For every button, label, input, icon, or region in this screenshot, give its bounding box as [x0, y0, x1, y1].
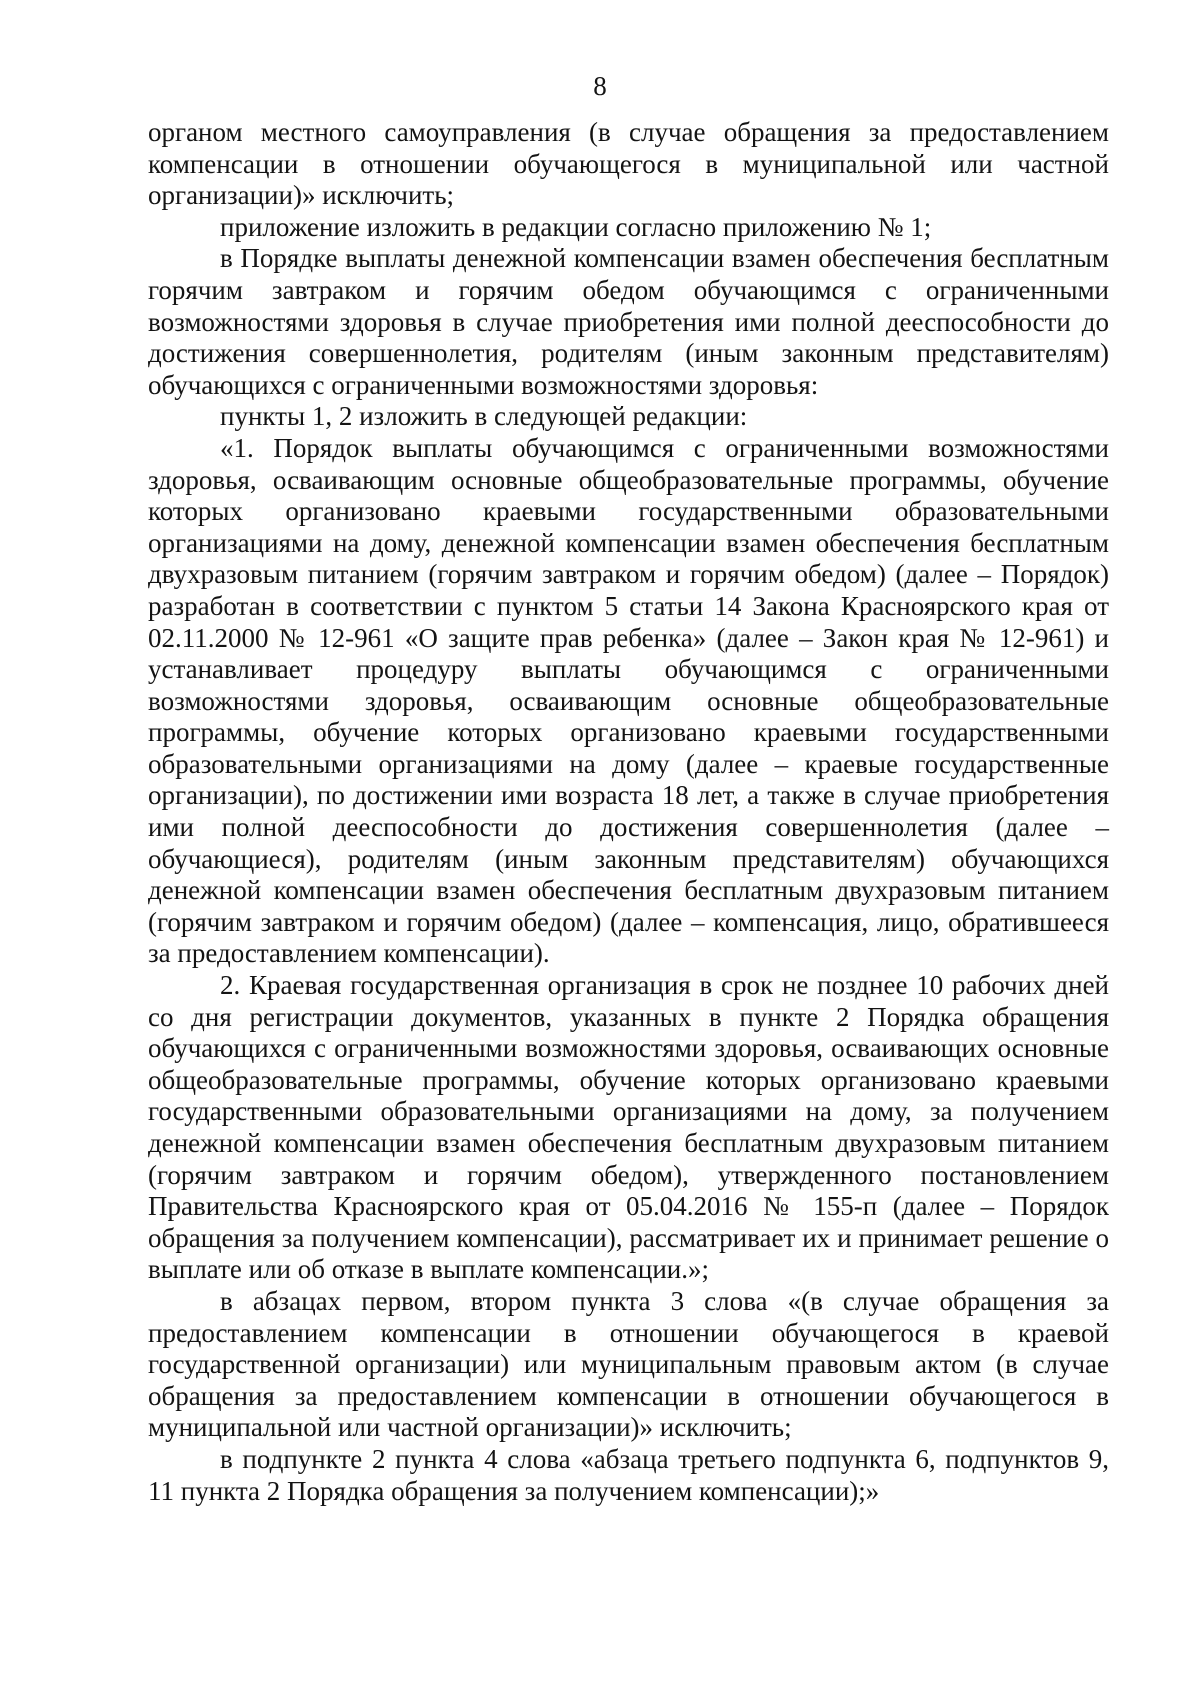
paragraph: в абзацах первом, втором пункта 3 слова «(в случае обращения за предоставлением компенсации в отношении обучающегося в краевой государственной организации) или муниципальным правовым актом (в случае обращения за предоставлением компенсации в отношении обучающегося в муниципальной или частной организации)» исключить;	[148, 1285, 1109, 1443]
paragraph: в Порядке выплаты денежной компенсации взамен обеспечения бесплатным горячим завтраком и горячим обедом обучающимся с ограниченными возможностями здоровья в случае приобретения ими полной дееспособности до достижения совершеннолетия, родителям (иным законным представителям) обучающихся с ограниченными возможностями здоровья:	[148, 243, 1109, 400]
paragraph: пункты 1, 2 изложить в следующей редакции:	[220, 401, 748, 432]
paragraph: приложение изложить в редакции согласно приложению № 1;	[220, 211, 932, 242]
paragraph: «1. Порядок выплаты обучающимся с ограниченными возможностями здоровья, осваивающим основные общеобразовательные программы, обучение которых организовано краевыми государственными образовательными организациями на дому, денежной компенсации взамен обеспечения бесплатным двухразовым питанием (горячим завтраком и горячим обедом) (далее – Порядок) разработан в соответствии с пунктом 5 статьи 14 Закона Красноярского края от 02.11.2000 № 12-961 «О защите прав ребенка» (далее – Закон края № 12-961) и устанавливает процедуру выплаты обучающимся с ограниченными возможностями здоровья, осваивающим основные общеобразовательные программы, обучение которых организовано краевыми государственными образовательными организациями на дому (далее – краевые государственные организации), по достижении ими возраста 18 лет, а также в случае приобретения ими полной дееспособности до достижения совершеннолетия (далее – обучающиеся), родителям (иным законным представителям) обучающихся денежной компенсации взамен обеспечения бесплатным двухразовым питанием (горячим завтраком и горячим обедом) (далее – компенсация, лицо, обратившееся за предоставлением компенсации).	[148, 432, 1109, 969]
paragraph: 2. Краевая государственная организация в срок не позднее 10 рабочих дней со дня регистрации документов, указанных в пункте 2 Порядка обращения обучающихся с ограниченными возможностями здоровья, осваивающих основные общеобразовательные программы, обучение которых организовано краевыми государственными образовательными организациями на дому, за получением денежной компенсации взамен обеспечения бесплатным двухразовым питанием (горячим завтраком и горячим обедом), утвержденного постановлением Правительства Красноярского края от 05.04.2016 № 155-п (далее – Порядок обращения за получением компенсации), рассматривает их и принимает решение о выплате или об отказе в выплате компенсации.»;	[148, 970, 1109, 1285]
paragraph: органом местного самоуправления (в случае обращения за предоставлением компенсации в отношении обучающегося в муниципальной или частной организации)» исключить;	[148, 117, 1109, 211]
page-number: 8	[593, 71, 607, 101]
document-body	[148, 117, 1109, 1507]
paragraph: в подпункте 2 пункта 4 слова «абзаца третьего подпункта 6, подпунктов 9, 11 пункта 2 Порядка обращения за получением компенсации);»	[148, 1443, 1109, 1506]
